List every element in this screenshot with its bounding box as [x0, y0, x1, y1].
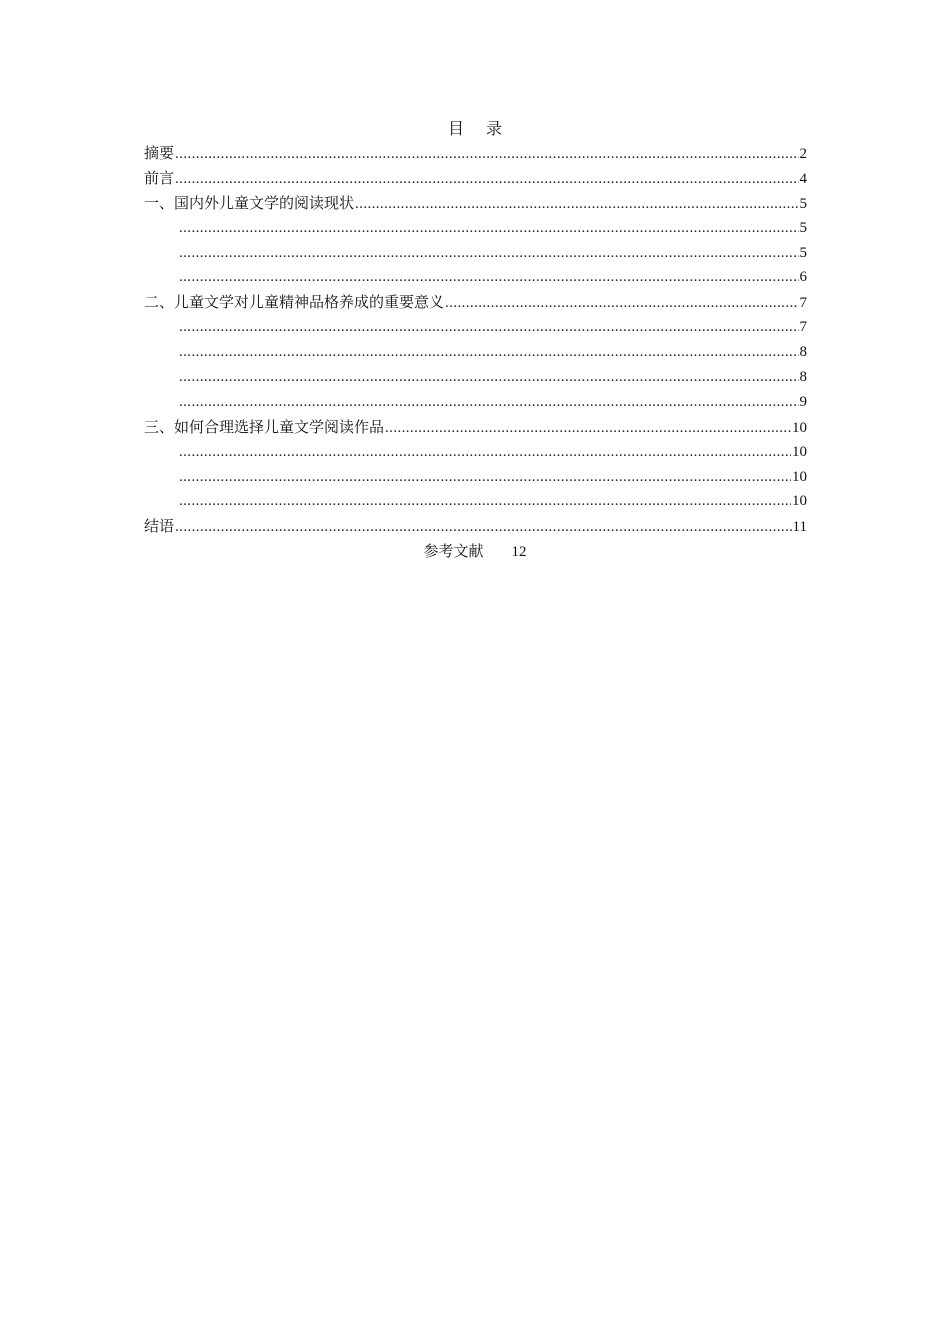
toc-entry-page-number: 10: [792, 419, 807, 436]
references-label[interactable]: 参考文献: [423, 542, 484, 560]
toc-entry[interactable]: [144, 191, 807, 216]
toc-entry-page-number: 5: [799, 195, 807, 212]
toc-entry[interactable]: [144, 290, 807, 315]
toc-entry[interactable]: [144, 489, 807, 514]
toc-entry-page-number: 10: [792, 443, 807, 460]
toc-entry-page-number: 4: [799, 170, 807, 187]
toc-entry[interactable]: [144, 315, 807, 340]
toc-dot-leader: [179, 315, 799, 340]
toc-entry[interactable]: [144, 465, 807, 490]
toc-entry-label: 摘要: [144, 144, 175, 162]
toc-entry[interactable]: [144, 365, 807, 390]
toc-dot-leader: [179, 489, 791, 514]
toc-dot-leader: [179, 440, 791, 465]
toc-entry-page-number: 5: [799, 244, 807, 261]
toc-entry[interactable]: [144, 440, 807, 465]
toc-entry-page-number: 8: [799, 369, 807, 386]
toc-dot-leader: [385, 416, 791, 441]
toc-entry[interactable]: [144, 216, 807, 241]
toc-dot-leader: [179, 216, 799, 241]
toc-dot-leader: [179, 241, 799, 266]
toc-entry-page-number: 10: [792, 468, 807, 485]
toc-entry-label: 三、如何合理选择儿童文学阅读作品: [144, 417, 385, 436]
toc-entry-page-number: 6: [799, 269, 807, 286]
toc-entry[interactable]: [144, 340, 807, 365]
toc-dot-leader: [179, 365, 799, 390]
toc-title-part2: 录: [486, 119, 503, 138]
toc-entry-page-number: 10: [792, 493, 807, 510]
toc-entry[interactable]: [144, 390, 807, 415]
toc-references-line: [0, 540, 950, 563]
toc-dot-leader: [179, 265, 799, 290]
toc-entry[interactable]: [144, 514, 807, 539]
toc-entry-label: 一、国内外儿童文学的阅读现状: [144, 193, 355, 212]
toc-entry-label: 前言: [144, 168, 175, 187]
toc-entry-page-number: 2: [799, 146, 807, 162]
toc-entry[interactable]: [144, 241, 807, 266]
toc-list: [144, 141, 807, 539]
toc-dot-leader: [175, 515, 792, 540]
toc-dot-leader: [175, 167, 798, 192]
toc-dot-leader: [445, 291, 798, 316]
toc-entry-page-number: 7: [799, 319, 807, 336]
toc-entry-page-number: 8: [799, 344, 807, 361]
toc-title-part1: 目: [447, 119, 464, 138]
toc-entry-page-number: 7: [799, 295, 807, 312]
toc-entry[interactable]: [144, 141, 807, 166]
toc-entry-page-number: 5: [799, 219, 807, 236]
toc-entry[interactable]: [144, 415, 807, 440]
toc-dot-leader: [175, 142, 798, 167]
toc-entry[interactable]: [144, 166, 807, 191]
toc-entry-label: 二、儿童文学对儿童精神品格养成的重要意义: [144, 293, 445, 312]
toc-title: [0, 116, 950, 139]
toc-dot-leader: [179, 340, 799, 365]
references-page-number: 12: [511, 544, 527, 560]
toc-dot-leader: [355, 192, 798, 217]
toc-entry-page-number: 9: [799, 393, 807, 410]
toc-entry[interactable]: [144, 265, 807, 290]
toc-dot-leader: [179, 465, 791, 490]
toc-entry-page-number: 11: [792, 519, 807, 536]
toc-dot-leader: [179, 390, 799, 415]
toc-entry-label: 结语: [144, 517, 175, 536]
